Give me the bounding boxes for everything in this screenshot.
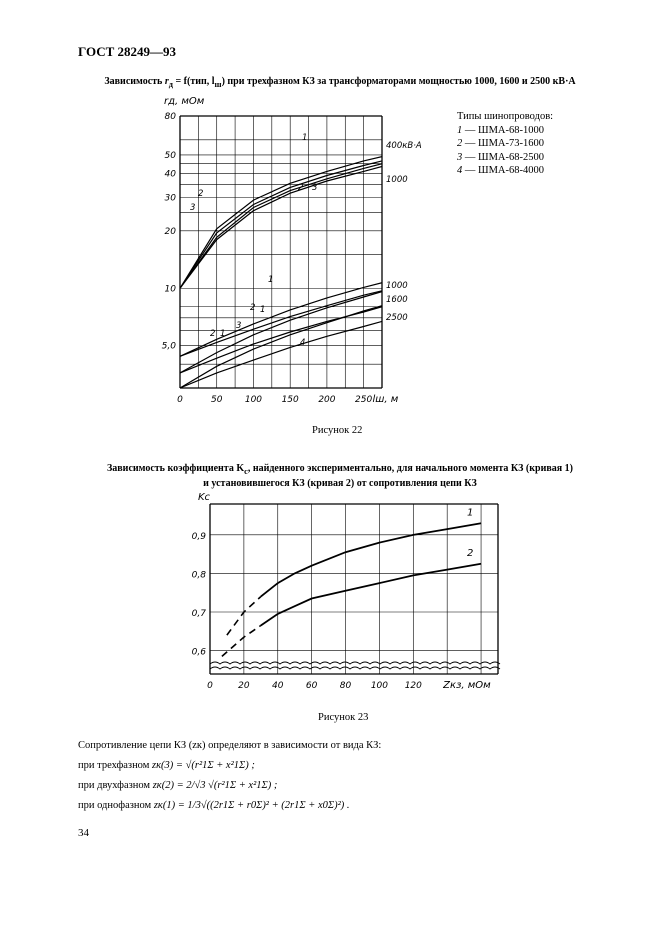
legend-text: — ШМА-73-1600	[462, 138, 545, 149]
legend-num: 3	[457, 151, 463, 163]
caption-sub: ш	[214, 80, 222, 89]
formula-intro: Сопротивление цепи КЗ (zк) определяют в зависимости от вида КЗ:	[78, 740, 382, 751]
figure22-legend	[457, 110, 553, 178]
caption-text: = f(тип, l	[172, 76, 215, 87]
x-tick-label: 20	[238, 681, 250, 691]
y-tick-label: 10	[164, 284, 176, 295]
figure22-caption	[60, 76, 620, 89]
x-tick-label: 50	[211, 395, 223, 405]
caption-math: r	[164, 76, 169, 87]
formula-two-phase	[78, 780, 277, 791]
x-tick-label: 0	[177, 395, 183, 405]
caption-line	[60, 463, 620, 478]
series-line	[180, 157, 382, 289]
chart-annotation: 3	[190, 203, 196, 213]
caption-sub: д	[168, 80, 173, 89]
y-tick-label: 0,8	[191, 570, 206, 581]
figure22-chart	[150, 92, 450, 412]
legend-item	[457, 124, 553, 138]
legend-text: — ШМА-68-4000	[462, 165, 545, 176]
chart-annotation: 400кВ·А	[386, 141, 422, 151]
series-label: 1	[467, 507, 474, 519]
chart-annotation: 2500	[386, 313, 408, 323]
x-tick-label: 100	[370, 681, 389, 691]
y-axis-label: Kc	[198, 492, 211, 503]
axis-break	[210, 667, 500, 669]
formula-three-phase	[78, 760, 255, 771]
chart-annotation: 1600	[386, 295, 408, 305]
y-tick-label: 80	[164, 112, 176, 122]
legend-title: Типы шинопроводов:	[457, 111, 554, 122]
formula-label: при двухфазном	[78, 780, 151, 791]
chart-annotation: 2	[250, 303, 256, 313]
x-tick-label: 250	[355, 395, 373, 405]
series-label: 2	[467, 547, 474, 559]
x-tick-label: 150	[281, 395, 299, 405]
formula-expression: zк(1) = 1/3√((2r1Σ + r0Σ)² + (2r1Σ + x0Σ)²) .	[153, 800, 350, 811]
formula-single-phase	[78, 800, 350, 811]
caption-sub: c	[244, 467, 248, 476]
chart-annotation: 2	[298, 183, 304, 193]
legend-num: 2	[457, 138, 463, 149]
caption-text: Зависимость	[104, 76, 165, 87]
chart-annotation: 2	[210, 329, 216, 339]
chart-annotation: 2	[198, 189, 204, 199]
caption-text: ) при трехфазном КЗ за трансформаторами мощностью 1000, 1600 и 2500 кВ·А	[221, 76, 576, 87]
chart-annotation: 1	[268, 275, 274, 285]
page-number: 34	[78, 827, 89, 839]
legend-num: 1	[457, 124, 463, 136]
y-tick-label: 0,7	[191, 609, 206, 619]
x-tick-label: 120	[404, 681, 422, 691]
formula-label: при однофазном	[78, 800, 152, 811]
series-line	[180, 307, 382, 373]
y-tick-label: 40	[164, 169, 176, 180]
y-axis-label: rд, мОм	[164, 96, 205, 107]
caption-text: , найденного экспериментально, для начального момента КЗ (кривая 1)	[247, 463, 573, 474]
formula-expression: zк(2) = 2/√3 √(r²1Σ + x²1Σ) ;	[152, 780, 278, 791]
legend-num: 4	[457, 165, 463, 176]
x-tick-label: 0	[207, 681, 213, 691]
chart-annotation: 1000	[386, 175, 408, 185]
y-tick-label: 50	[164, 150, 176, 161]
x-axis-label: Zкз, мОм	[443, 680, 491, 691]
legend-item	[457, 151, 553, 165]
x-tick-label: 60	[305, 681, 318, 691]
series-line-dashed	[222, 626, 261, 657]
formula-label: при трехфазном	[78, 760, 150, 771]
figure23-label: Рисунок 23	[318, 712, 369, 723]
x-tick-label: 80	[339, 681, 352, 691]
chart-annotation: 1	[260, 305, 266, 315]
formula-expression: zк(3) = √(r²1Σ + x²1Σ) ;	[152, 760, 255, 771]
chart-annotation: 1000	[386, 281, 408, 291]
series-line	[180, 161, 382, 288]
y-tick-label: 0,9	[191, 531, 206, 542]
legend-item	[457, 164, 553, 178]
caption-line: и установившегося КЗ (кривая 2) от сопротивления цепи КЗ	[203, 478, 477, 489]
figure22-label: Рисунок 22	[312, 425, 363, 436]
figure23-chart	[180, 488, 510, 703]
legend-text: — ШМА-68-2500	[462, 151, 545, 163]
chart-annotation: 3	[236, 321, 242, 331]
series-line	[180, 164, 382, 289]
chart-annotation: 3	[312, 183, 318, 193]
y-tick-label: 5,0	[161, 341, 176, 352]
legend-text: — ШМА-68-1000	[462, 124, 545, 136]
axis-break	[210, 662, 500, 664]
chart-annotation: 1	[220, 329, 226, 339]
y-tick-label: 30	[164, 193, 176, 204]
legend-item	[457, 137, 553, 151]
x-tick-label: 40	[272, 681, 284, 691]
chart-annotation: 1	[302, 133, 308, 143]
x-tick-label: 200	[318, 395, 336, 405]
chart-annotation: 4	[300, 338, 306, 348]
y-tick-label: 0,6	[191, 647, 206, 658]
caption-text: Зависимость коэффициента K	[107, 463, 245, 474]
y-tick-label: 20	[164, 226, 176, 237]
x-tick-label: 100	[244, 395, 263, 405]
standard-header: ГОСТ 28249—93	[78, 44, 177, 59]
figure23-caption	[60, 463, 620, 490]
x-axis-label: lш, м	[372, 394, 399, 405]
